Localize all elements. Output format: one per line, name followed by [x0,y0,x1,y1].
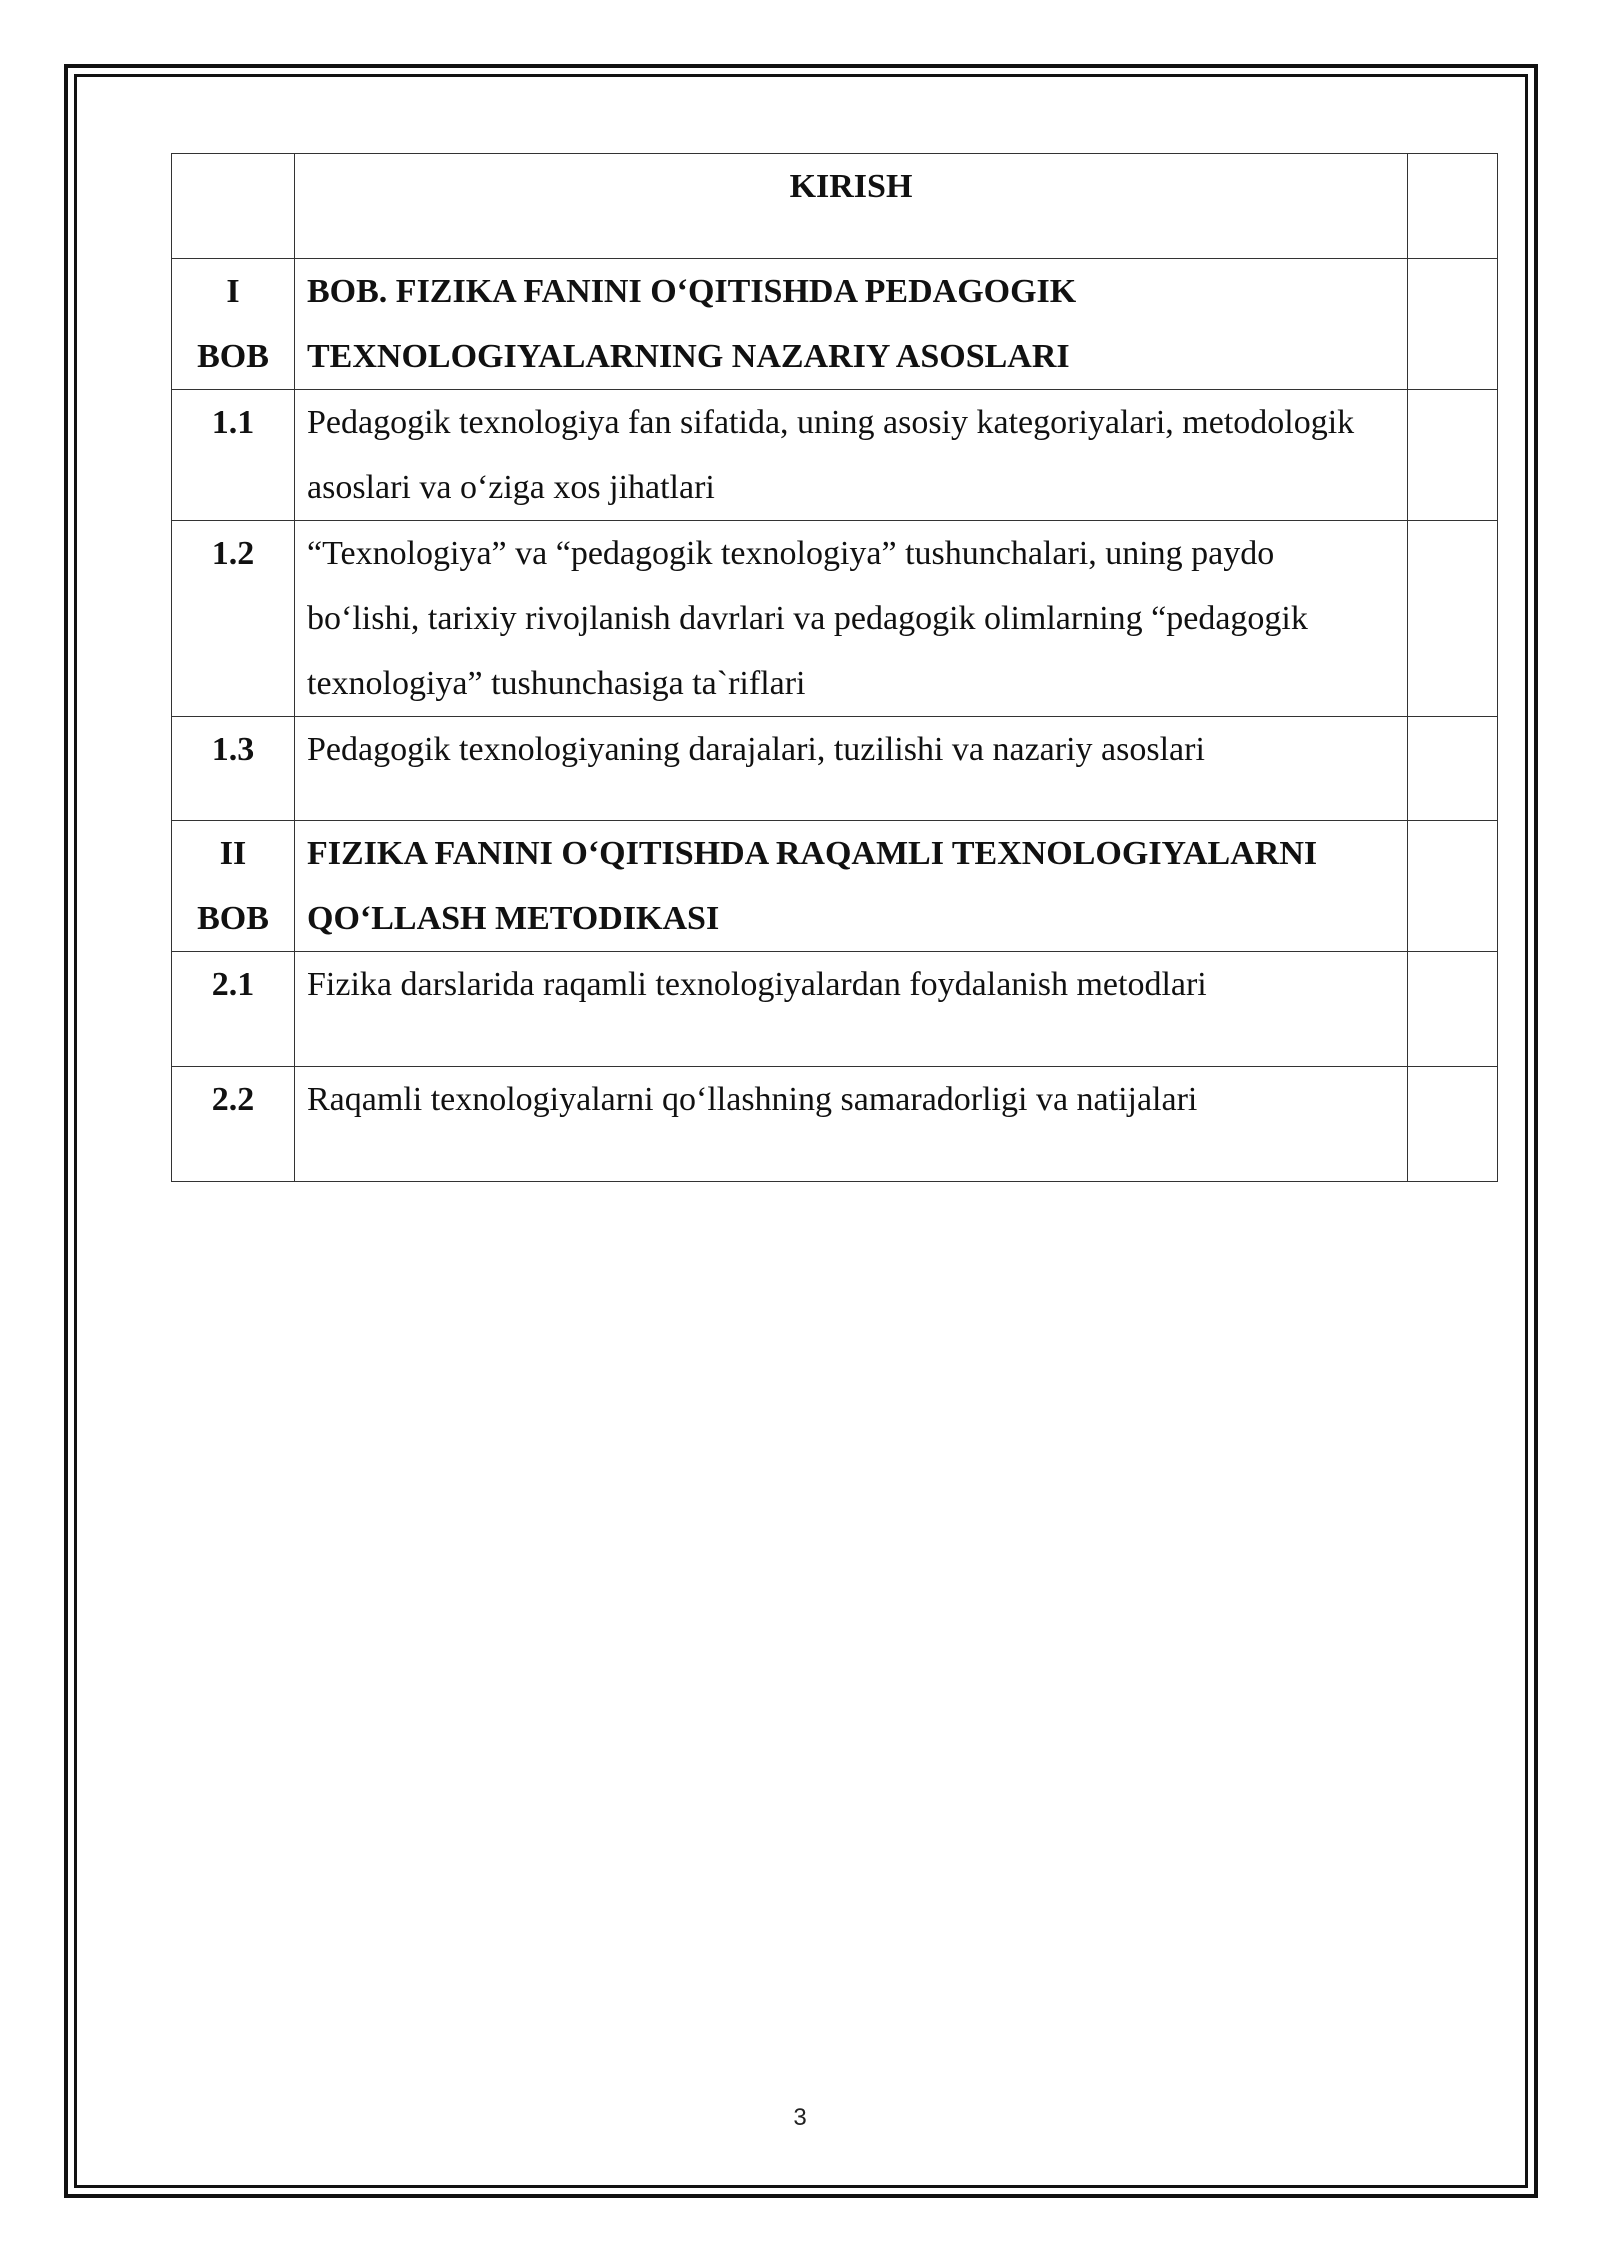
toc-section-number: 1.3 [172,717,295,821]
toc-section-title: Pedagogik texnologiyaning darajalari, tuzilishi va nazariy asoslari [295,717,1408,821]
toc-row-section-2-1 [172,952,1498,1067]
toc-page-cell [1408,1067,1498,1182]
toc-chapter-roman: II [219,835,247,872]
toc-row-section-2-2 [172,1067,1498,1182]
toc-row-section-1-3 [172,717,1498,821]
toc-chapter-word: BOB [197,338,269,375]
toc-section-number: 1.2 [172,521,295,717]
toc-chapter-title: BOB. FIZIKA FANINI O‘QITISHDA PEDAGOGIK TEXNOLOGIYALARNING NAZARIY ASOSLARI [295,259,1408,390]
toc-num-cell [172,154,295,259]
toc-row-intro [172,154,1498,259]
toc-chapter-number [172,259,295,390]
toc-page-cell [1408,717,1498,821]
toc-section-number: 2.1 [172,952,295,1067]
toc-row-chapter-1 [172,259,1498,390]
toc-chapter-title: FIZIKA FANINI O‘QITISHDA RAQAMLI TEXNOLOGIYALARNI QO‘LLASH METODIKASI [295,821,1408,952]
toc-chapter-roman: I [226,273,240,310]
table-of-contents [171,153,1498,1182]
toc-section-title: Fizika darslarida raqamli texnologiyalardan foydalanish metodlari [295,952,1408,1067]
toc-section-number: 2.2 [172,1067,295,1182]
toc-row-section-1-2 [172,521,1498,717]
page-number: 3 [793,2104,807,2131]
toc-page-cell [1408,952,1498,1067]
toc-chapter-word: BOB [197,900,269,937]
toc-page-cell [1408,390,1498,521]
toc-page-cell [1408,521,1498,717]
toc-page-cell [1408,154,1498,259]
toc-row-section-1-1 [172,390,1498,521]
toc-chapter-number [172,821,295,952]
toc-section-number: 1.1 [172,390,295,521]
toc-page-cell [1408,821,1498,952]
toc-section-title: Raqamli texnologiyalarni qo‘llashning samaradorligi va natijalari [295,1067,1408,1182]
toc-section-title: Pedagogik texnologiya fan sifatida, uning asosiy kategoriyalari, metodologik asoslari va o‘ziga xos jihatlari [295,390,1408,521]
toc-intro-title: KIRISH [295,154,1408,259]
toc-page-cell [1408,259,1498,390]
toc-row-chapter-2 [172,821,1498,952]
toc-section-title: “Texnologiya” va “pedagogik texnologiya” tushunchalari, uning paydo bo‘lishi, tarixiy rivojlanish davrlari va pedagogik olimlarning “pedagogik texnologiya” tushunchasiga ta`riflari [295,521,1408,717]
